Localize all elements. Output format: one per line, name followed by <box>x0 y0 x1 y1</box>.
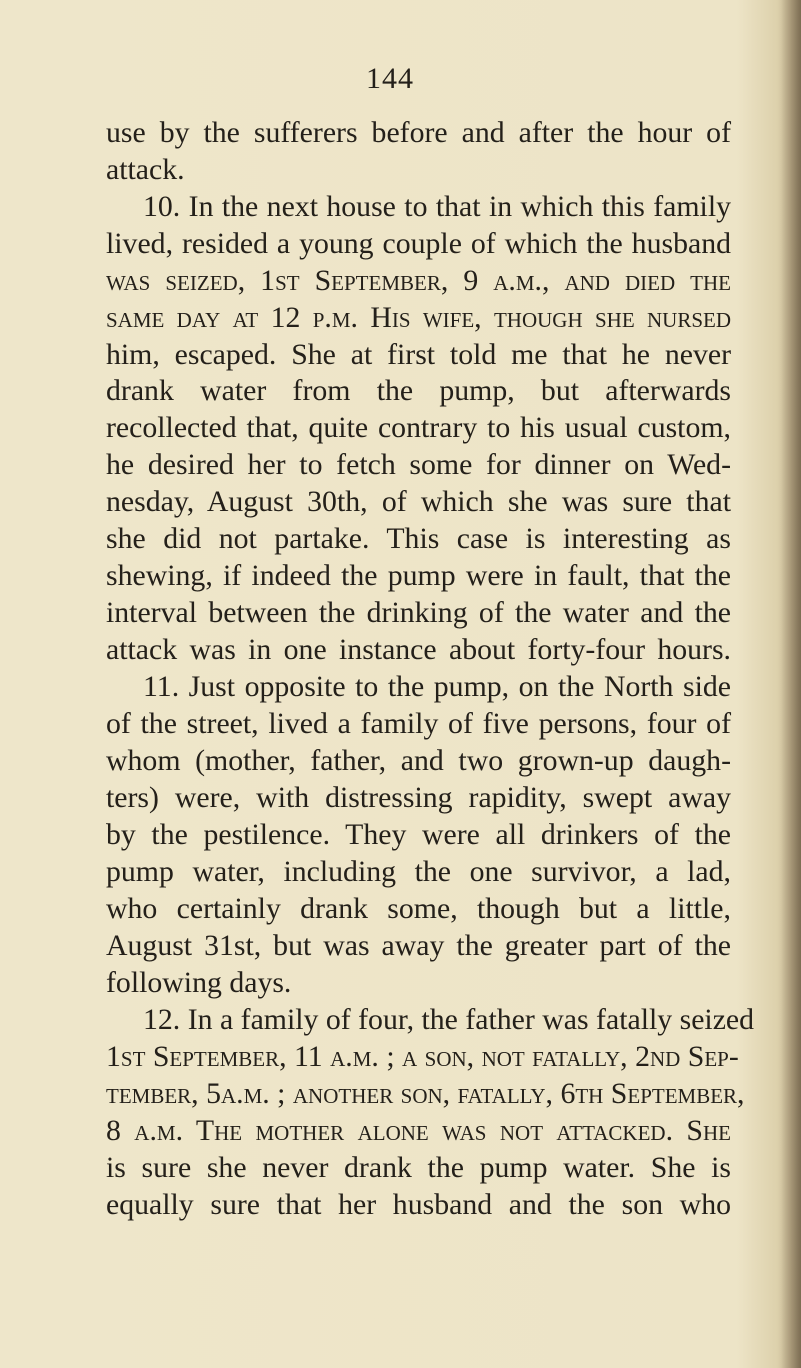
text-line: 8 a.m. The mother alone was not attacked. She <box>106 1114 731 1147</box>
text-line: 10. In the next house to that in which this family <box>143 190 731 223</box>
page-number: 144 <box>366 62 414 95</box>
text-line: was seized, 1st September, 9 a.m., and died the <box>106 264 731 297</box>
text-line: drank water from the pump, but afterwards <box>106 374 731 407</box>
text-line: pump water, including the one survivor, a lad, <box>106 855 731 888</box>
text-line: of the street, lived a family of five persons, four of <box>106 707 731 740</box>
text-line: equally sure that her husband and the son who <box>106 1188 731 1221</box>
text-line: by the pestilence. They were all drinkers of the <box>106 818 731 851</box>
text-line: 11. Just opposite to the pump, on the North side <box>143 670 731 703</box>
text-line: ters) were, with distressing rapidity, swept away <box>106 781 731 814</box>
text-line: 12. In a family of four, the father was fatally seized <box>143 1003 755 1036</box>
text-line: who certainly drank some, though but a little, <box>106 892 731 925</box>
text-line: him, escaped. She at first told me that he never <box>106 338 731 371</box>
text-line: is sure she never drank the pump water. She is <box>106 1151 731 1184</box>
text-line: recollected that, quite contrary to his usual custom, <box>106 411 731 444</box>
text-line: lived, resided a young couple of which the husband <box>106 227 731 260</box>
text-line: same day at 12 p.m. His wife, though she nursed <box>106 301 731 334</box>
text-line: attack was in one instance about forty-four hours. <box>106 633 731 666</box>
text-line: whom (mother, father, and two grown-up daugh- <box>106 744 731 777</box>
text-line: he desired her to fetch some for dinner on Wed- <box>106 448 731 481</box>
text-line: nesday, August 30th, of which she was sure that <box>106 485 731 518</box>
text-line: she did not partake. This case is interesting as <box>106 522 731 555</box>
text-line: following days. <box>106 966 292 999</box>
text-line: interval between the drinking of the water and the <box>106 596 731 629</box>
text-line: August 31st, but was away the greater part of the <box>106 929 731 962</box>
text-line: 1st September, 11 a.m. ; a son, not fatally, 2nd Sep- <box>106 1040 739 1073</box>
text-line: attack. <box>106 153 185 186</box>
text-line: shewing, if indeed the pump were in fault, that the <box>106 559 731 592</box>
text-line: use by the sufferers before and after the hour of <box>106 116 731 149</box>
page-edge-shadow <box>781 0 801 1368</box>
text-line: tember, 5a.m. ; another son, fatally, 6th September, <box>106 1077 745 1110</box>
